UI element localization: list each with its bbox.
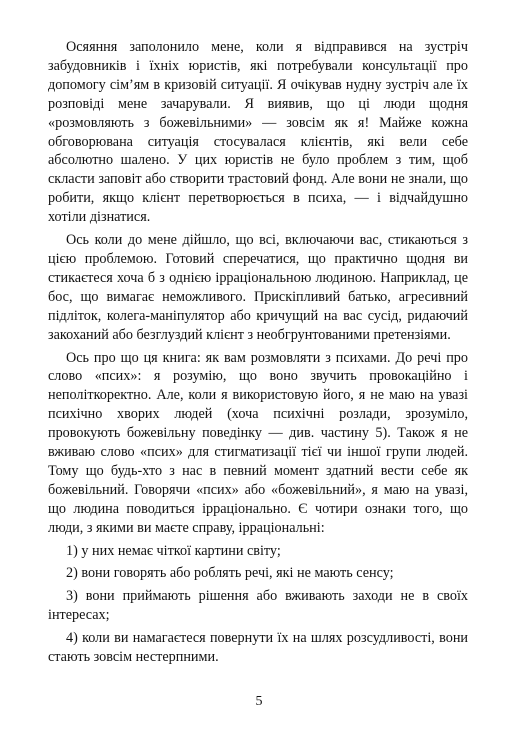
list-item-4: 4) коли ви намагаєтеся повернути їх на шлях розсудливості, вони стають зовсім нестерпними. [48, 630, 468, 666]
list-item-2: 2) вони говорять або роблять речі, які не мають сенсу; [66, 565, 394, 582]
list-item-1: 1) у них немає чіткої картини світу; [66, 542, 281, 559]
paragraph-2: Ось коли до мене дійшло, що всі, включаючи вас, стикаються з цією проблемою. Готовий сперечатися, що практично щодня ви стикаєтеся хоча б з однією ірраціональною людиною. Наприклад, це бос, що вимагає неможливого. Прискіпливий батько, агресивний підліток, колега-маніпулятор або кричущий на вас сусід, ридаючий закоханий або безглуздий клієнт з необгрунтованими претензіями. [48, 232, 468, 343]
list-item-3: 3) вони приймають рішення або вживають заходи не в своїх інтересах; [48, 588, 468, 624]
paragraph-3: Ось про що ця книга: як вам розмовляти з психами. До речі про слово «псих»: я розумію, що воно звучить провокаційно і неполіткоректно. Але, коли я використовую його, я не маю на увазі психічно хворих людей (хоча психічні розлади, зрозуміло, провокують божевільну поведінку — див. частину 5). Також я не вживаю слово «псих» для стигматизації тієї чи іншої групи людей. Тому що будь-хто з нас в певний момент здатний вести себе як божевільний. Говорячи «псих» або «божевільний», я маю на увазі, що людина поводиться ірраціонально. Є чотири ознаки того, що люди, з якими ви маєте справу, ірраціональні: [48, 349, 468, 536]
page-number: 5 [255, 694, 263, 709]
body-text [48, 38, 468, 671]
paragraph-1: Осяяння заполонило мене, коли я відправився на зустріч забудовників і їхніх юристів, які потребували консультації про допомогу сім’ям в кризовій ситуації. Я очікував нудну зустріч але їх розповіді мене зачарували. Я виявив, що ці люди щодня «розмовляють з божевільними» — зовсім як я! Майже кожна обговорювана ситуація стосувалася клієнтів, які вели себе абсолютно шалено. У цих юристів не було проблем з тим, щоб скласти заповіт або створити трастовий фонд. Але вони не знали, що робити, якщо клієнт перетворюється в психа, — і відчайдушно хотіли дізнатися. [48, 39, 468, 226]
